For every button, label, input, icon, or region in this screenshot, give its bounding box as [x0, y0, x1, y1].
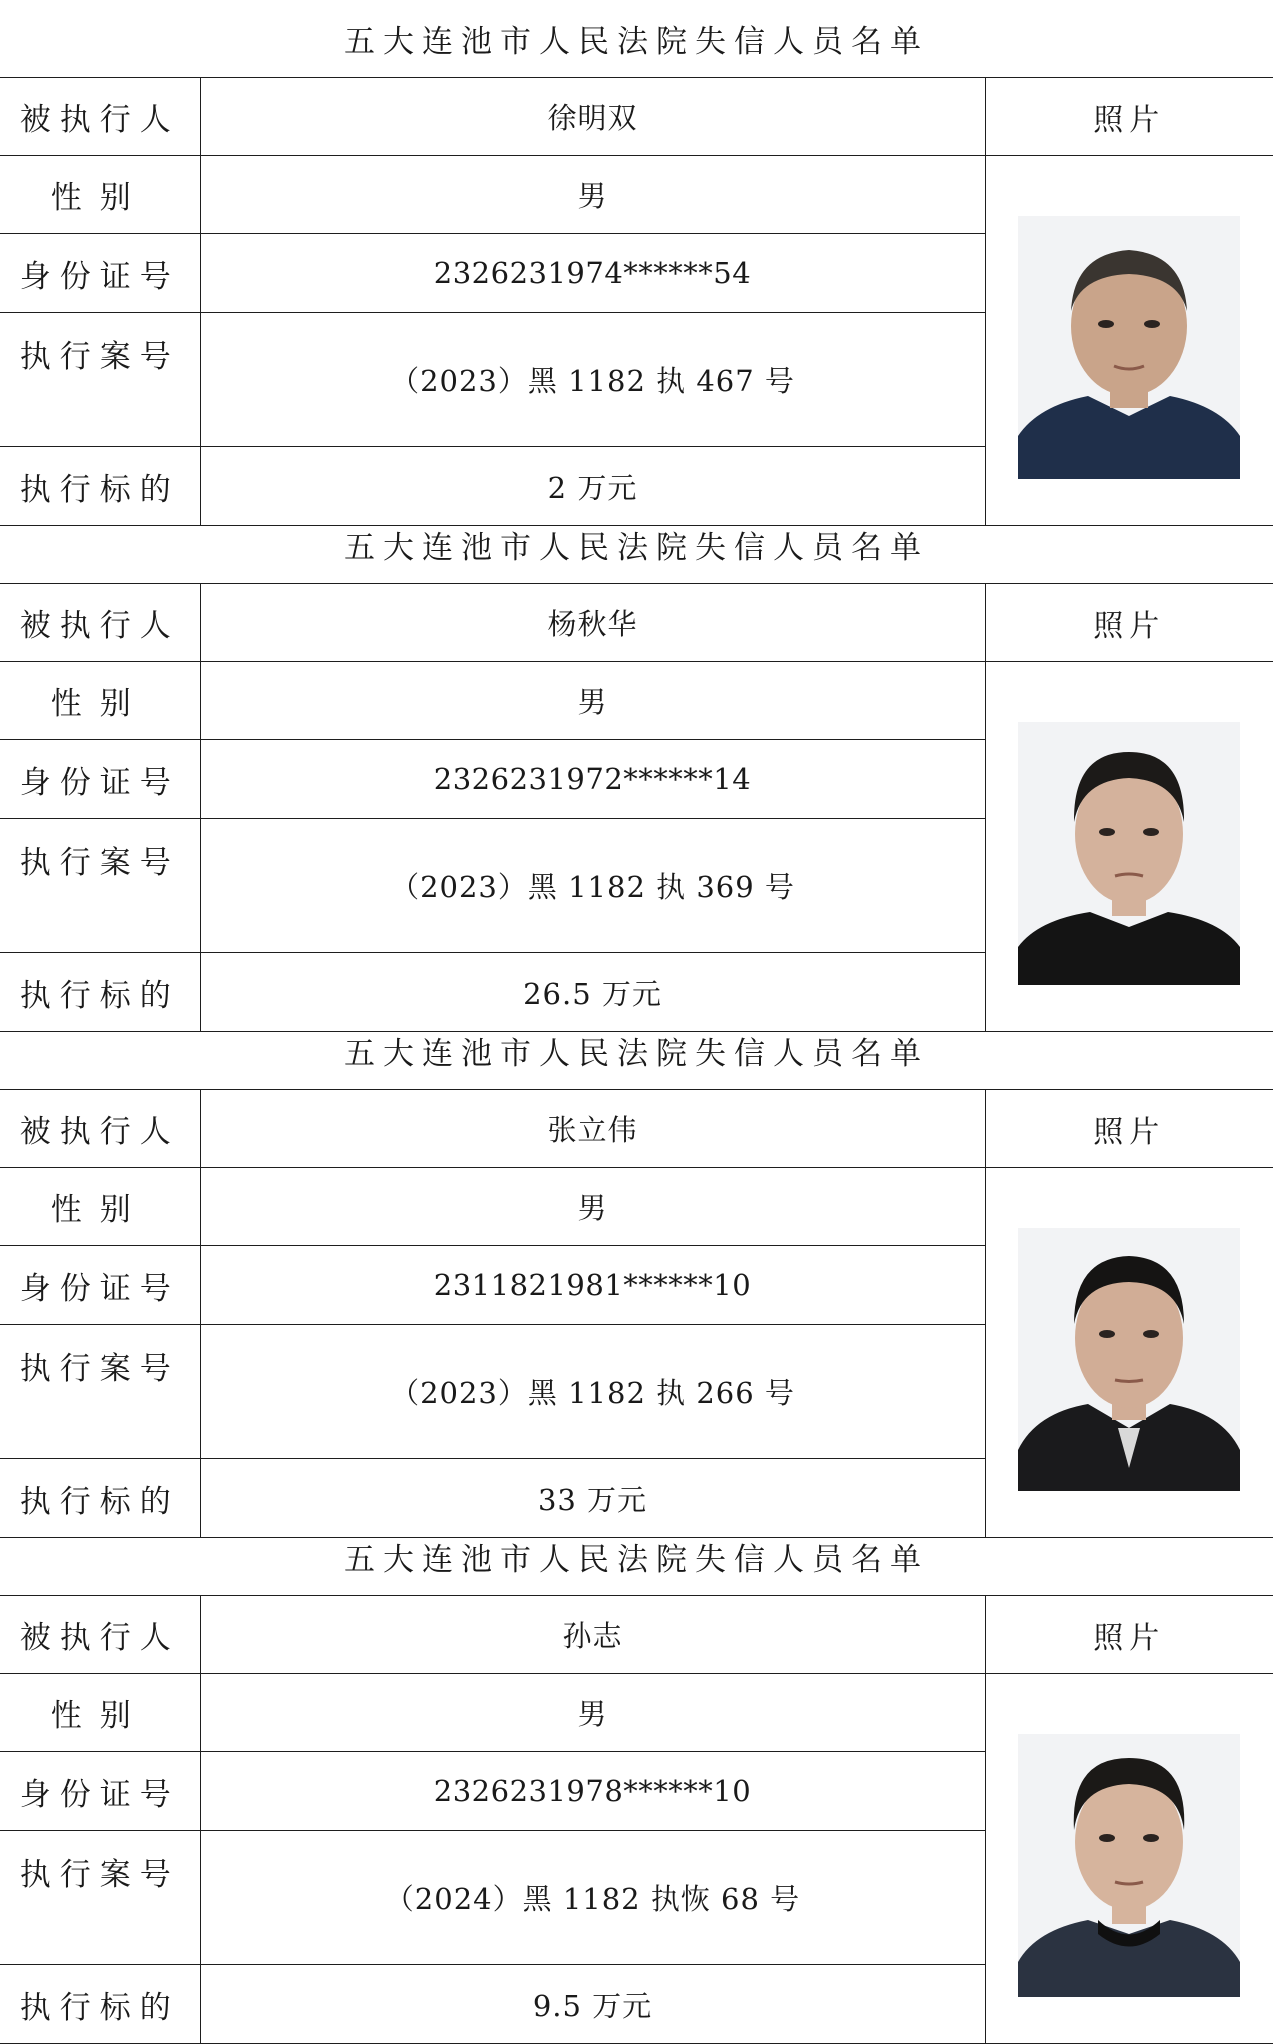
list-title: 五大连池市人民法院失信人员名单 [0, 1012, 1273, 1090]
label-id: 身份证号 [0, 234, 200, 313]
photo-header: 照片 [985, 1090, 1273, 1168]
label-id: 身份证号 [0, 1752, 200, 1831]
label-id: 身份证号 [0, 740, 200, 819]
label-amount: 执行标的 [0, 953, 200, 1032]
portrait-image [1018, 722, 1240, 985]
label-gender: 性别 [0, 156, 200, 234]
portrait-image [1018, 216, 1240, 479]
label-gender: 性别 [0, 1168, 200, 1246]
case-number: （2023）黑 1182 执 467 号 [200, 313, 985, 447]
photo-header: 照片 [985, 584, 1273, 662]
case-number: （2024）黑 1182 执恢 68 号 [200, 1831, 985, 1965]
enforcement-amount: 26.5 万元 [200, 953, 985, 1032]
person-photo [1018, 216, 1240, 479]
person-name: 徐明双 [200, 78, 985, 156]
person-photo [1018, 722, 1240, 985]
person-name: 张立伟 [200, 1090, 985, 1168]
photo-header: 照片 [985, 78, 1273, 156]
label-case: 执行案号 [0, 819, 200, 953]
list-title: 五大连池市人民法院失信人员名单 [0, 506, 1273, 584]
record-block [0, 1012, 1273, 1518]
record-table [0, 1012, 1273, 1538]
label-name: 被执行人 [0, 584, 200, 662]
person-gender: 男 [200, 156, 985, 234]
label-case: 执行案号 [0, 313, 200, 447]
portrait-image [1018, 1734, 1240, 1997]
person-id-number: 2326231978******10 [200, 1752, 985, 1831]
label-name: 被执行人 [0, 1090, 200, 1168]
label-amount: 执行标的 [0, 447, 200, 526]
record-table [0, 506, 1273, 1032]
list-title: 五大连池市人民法院失信人员名单 [0, 0, 1273, 78]
label-case: 执行案号 [0, 1831, 200, 1965]
person-photo [1018, 1734, 1240, 1997]
person-gender: 男 [200, 662, 985, 740]
photo-cell [985, 662, 1273, 1032]
label-name: 被执行人 [0, 1596, 200, 1674]
record-table [0, 0, 1273, 526]
record-block [0, 506, 1273, 1012]
label-name: 被执行人 [0, 78, 200, 156]
person-photo [1018, 1228, 1240, 1491]
list-title: 五大连池市人民法院失信人员名单 [0, 1518, 1273, 1596]
photo-cell [985, 1674, 1273, 2044]
label-id: 身份证号 [0, 1246, 200, 1325]
label-amount: 执行标的 [0, 1459, 200, 1538]
case-number: （2023）黑 1182 执 369 号 [200, 819, 985, 953]
label-gender: 性别 [0, 662, 200, 740]
record-block [0, 0, 1273, 506]
person-gender: 男 [200, 1168, 985, 1246]
label-gender: 性别 [0, 1674, 200, 1752]
portrait-image [1018, 1228, 1240, 1491]
label-case: 执行案号 [0, 1325, 200, 1459]
record-table [0, 1518, 1273, 2044]
case-number: （2023）黑 1182 执 266 号 [200, 1325, 985, 1459]
photo-header: 照片 [985, 1596, 1273, 1674]
enforcement-amount: 2 万元 [200, 447, 985, 526]
photo-cell [985, 1168, 1273, 1538]
enforcement-amount: 33 万元 [200, 1459, 985, 1538]
photo-cell [985, 156, 1273, 526]
person-id-number: 2326231972******14 [200, 740, 985, 819]
person-id-number: 2326231974******54 [200, 234, 985, 313]
enforcement-amount: 9.5 万元 [200, 1965, 985, 2044]
person-id-number: 2311821981******10 [200, 1246, 985, 1325]
label-amount: 执行标的 [0, 1965, 200, 2044]
person-gender: 男 [200, 1674, 985, 1752]
person-name: 杨秋华 [200, 584, 985, 662]
person-name: 孙志 [200, 1596, 985, 1674]
record-block [0, 1518, 1273, 2024]
